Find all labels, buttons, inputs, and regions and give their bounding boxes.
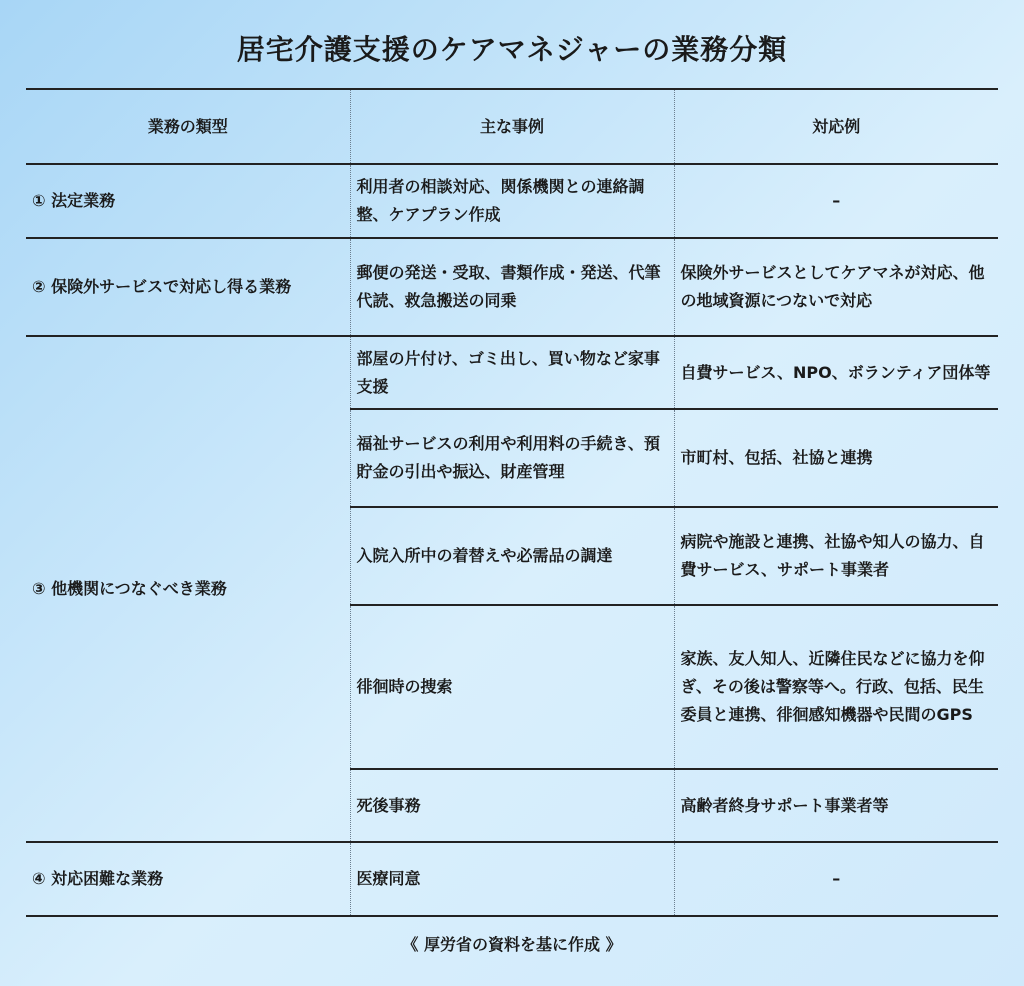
table-row: [26, 238, 998, 336]
example-cell: 医療同意: [350, 842, 674, 916]
example-cell: 部屋の片付け、ゴミ出し、買い物など家事支援: [350, 336, 674, 409]
classification-table: [26, 88, 998, 917]
header-type: 業務の類型: [26, 89, 350, 164]
category-cell: ④ 対応困難な業務: [26, 842, 350, 916]
table-header-row: [26, 89, 998, 164]
response-cell: 高齢者終身サポート事業者等: [674, 769, 998, 842]
response-cell: –: [674, 164, 998, 238]
header-response: 対応例: [674, 89, 998, 164]
table-row: [26, 336, 998, 409]
category-cell: ② 保険外サービスで対応し得る業務: [26, 238, 350, 336]
table-row: [26, 842, 998, 916]
example-cell: 郵便の発送・受取、書類作成・発送、代筆代読、救急搬送の同乗: [350, 238, 674, 336]
header-example: 主な事例: [350, 89, 674, 164]
response-cell: 自費サービス、NPO、ボランティア団体等: [674, 336, 998, 409]
response-cell: 病院や施設と連携、社協や知人の協力、自費サービス、サポート事業者: [674, 507, 998, 605]
response-cell: 保険外サービスとしてケアマネが対応、他の地域資源につないで対応: [674, 238, 998, 336]
category-cell: ① 法定業務: [26, 164, 350, 238]
category-cell: ③ 他機関につなぐべき業務: [26, 336, 350, 842]
source-note: 《 厚労省の資料を基に作成 》: [402, 935, 622, 954]
example-cell: 福祉サービスの利用や利用料の手続き、預貯金の引出や振込、財産管理: [350, 409, 674, 507]
example-cell: 死後事務: [350, 769, 674, 842]
example-cell: 入院入所中の着替えや必需品の調達: [350, 507, 674, 605]
page-title: 居宅介護支援のケアマネジャーの業務分類: [236, 33, 788, 66]
response-cell: –: [674, 842, 998, 916]
response-cell: 家族、友人知人、近隣住民などに協力を仰ぎ、その後は警察等へ。行政、包括、民生委員と連携、徘徊感知機器や民間のGPS: [674, 605, 998, 769]
example-cell: 利用者の相談対応、関係機関との連絡調整、ケアプラン作成: [350, 164, 674, 238]
example-cell: 徘徊時の捜索: [350, 605, 674, 769]
response-cell: 市町村、包括、社協と連携: [674, 409, 998, 507]
table-row: [26, 164, 998, 238]
